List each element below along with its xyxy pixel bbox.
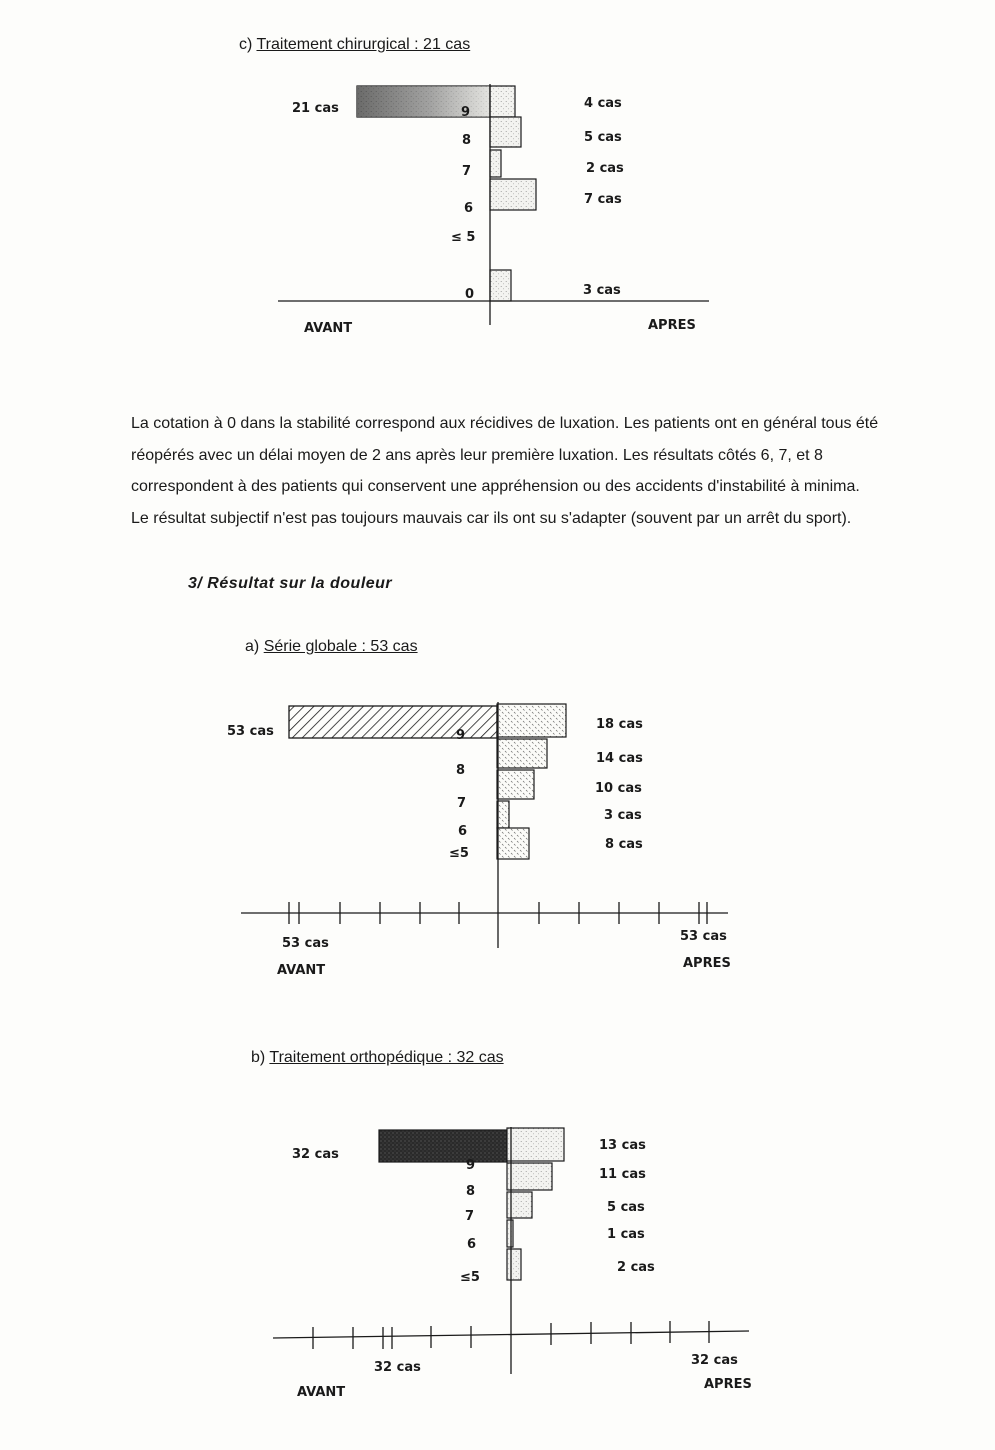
chart-globale [227, 702, 731, 978]
after-label-7: 10 cas [595, 781, 642, 796]
bar-avant-globale [289, 706, 497, 738]
bottom-left-label: AVANT [277, 963, 326, 978]
after-label-le5: 2 cas [617, 1260, 655, 1275]
after-label-9: 13 cas [599, 1138, 646, 1153]
avant-count-chirurgical: 21 cas [292, 101, 339, 116]
bar-apres-chirurgical-6 [490, 179, 536, 210]
bar-apres-globale-6 [497, 801, 509, 828]
score-label-6: 6 [464, 201, 474, 216]
after-label-6: 1 cas [607, 1227, 645, 1242]
heading-orthopedique [251, 1049, 504, 1067]
bar-apres-orthopedique-8 [507, 1163, 552, 1190]
score-label-7: 7 [465, 1209, 475, 1224]
axis-right-count: 32 cas [691, 1353, 738, 1368]
score-label-6: 6 [458, 824, 468, 839]
after-label-8: 14 cas [596, 751, 643, 766]
after-label-9: 4 cas [584, 96, 622, 111]
paragraph-line: correspondent à des patients qui conservent une appréhension ou des accidents d'instabilité à minima. [131, 478, 860, 495]
score-label-le5: ≤ 5 [451, 230, 476, 245]
paragraph-line: Le résultat subjectif n'est pas toujours mauvais car ils ont su s'adapter (souvent par un arrêt du sport). [131, 509, 852, 527]
chart-orthopedique [273, 1127, 752, 1400]
after-label-7: 2 cas [586, 161, 624, 176]
bar-apres-chirurgical-8 [490, 117, 521, 147]
bar-apres-chirurgical-0 [490, 270, 511, 301]
score-label-le5: ≤5 [449, 846, 469, 861]
after-label-9: 18 cas [596, 717, 643, 732]
score-label-8: 8 [462, 133, 472, 148]
avant-count-globale: 53 cas [227, 724, 274, 739]
score-label-7: 7 [457, 796, 467, 811]
paragraph-stabilite [131, 408, 971, 534]
after-label-6: 3 cas [604, 808, 642, 823]
score-label-8: 8 [456, 763, 466, 778]
after-label-0: 3 cas [583, 283, 621, 298]
heading-text: Série globale : 53 cas [263, 638, 418, 655]
bar-avant-chirurgical-texture [357, 86, 490, 117]
bar-avant-orthopedique [379, 1130, 507, 1162]
paragraph-line: réopérés avec un délai moyen de 2 ans après leur première luxation. Les résultats côtés 6, 7, et 8 [131, 446, 823, 464]
bar-apres-orthopedique-9 [507, 1128, 564, 1161]
score-label-9: 9 [461, 105, 471, 120]
bar-apres-globale-le5 [497, 828, 529, 859]
score-label-le5: ≤5 [460, 1270, 480, 1285]
after-label-6: 7 cas [584, 192, 622, 207]
bar-apres-globale-9 [497, 704, 566, 737]
after-label-8: 5 cas [584, 130, 622, 145]
after-label-8: 11 cas [599, 1167, 646, 1182]
score-label-0: 0 [465, 287, 475, 302]
score-label-6: 6 [467, 1237, 477, 1252]
heading-chirurgical [239, 36, 470, 54]
axis-right-count: 53 cas [680, 929, 727, 944]
bottom-right-label: APRES [683, 956, 731, 971]
heading-text: Traitement chirurgical : 21 cas [256, 36, 471, 53]
score-label-8: 8 [466, 1184, 476, 1199]
score-label-9: 9 [456, 728, 466, 743]
chart-chirurgical [278, 84, 709, 336]
bottom-left-label: AVANT [297, 1385, 346, 1400]
bottom-right-label: APRES [704, 1377, 752, 1392]
heading-globale [245, 638, 418, 656]
bar-apres-chirurgical-9 [490, 86, 515, 117]
section-title: 3/ Résultat sur la douleur [188, 575, 393, 592]
score-label-7: 7 [462, 164, 472, 179]
bar-apres-globale-7 [497, 770, 534, 799]
heading-prefix: b) [251, 1049, 266, 1066]
bottom-left-label: AVANT [304, 321, 353, 336]
heading-text: Traitement orthopédique : 32 cas [269, 1049, 504, 1066]
bar-apres-chirurgical-7 [490, 150, 501, 177]
after-label-7: 5 cas [607, 1200, 645, 1215]
score-label-9: 9 [466, 1158, 476, 1173]
paragraph-line: La cotation à 0 dans la stabilité correspond aux récidives de luxation. Les patients ont en général tous été [131, 415, 879, 432]
axis-left-count: 53 cas [282, 936, 329, 951]
bar-apres-orthopedique-6 [507, 1220, 513, 1247]
bottom-right-label: APRES [648, 318, 696, 333]
avant-count-orthopedique: 32 cas [292, 1147, 339, 1162]
axis-left-count: 32 cas [374, 1360, 421, 1375]
heading-prefix: a) [245, 638, 260, 655]
after-label-le5: 8 cas [605, 837, 643, 852]
heading-prefix: c) [239, 36, 253, 53]
bar-apres-orthopedique-le5 [507, 1249, 521, 1280]
bar-apres-globale-8 [497, 739, 547, 768]
